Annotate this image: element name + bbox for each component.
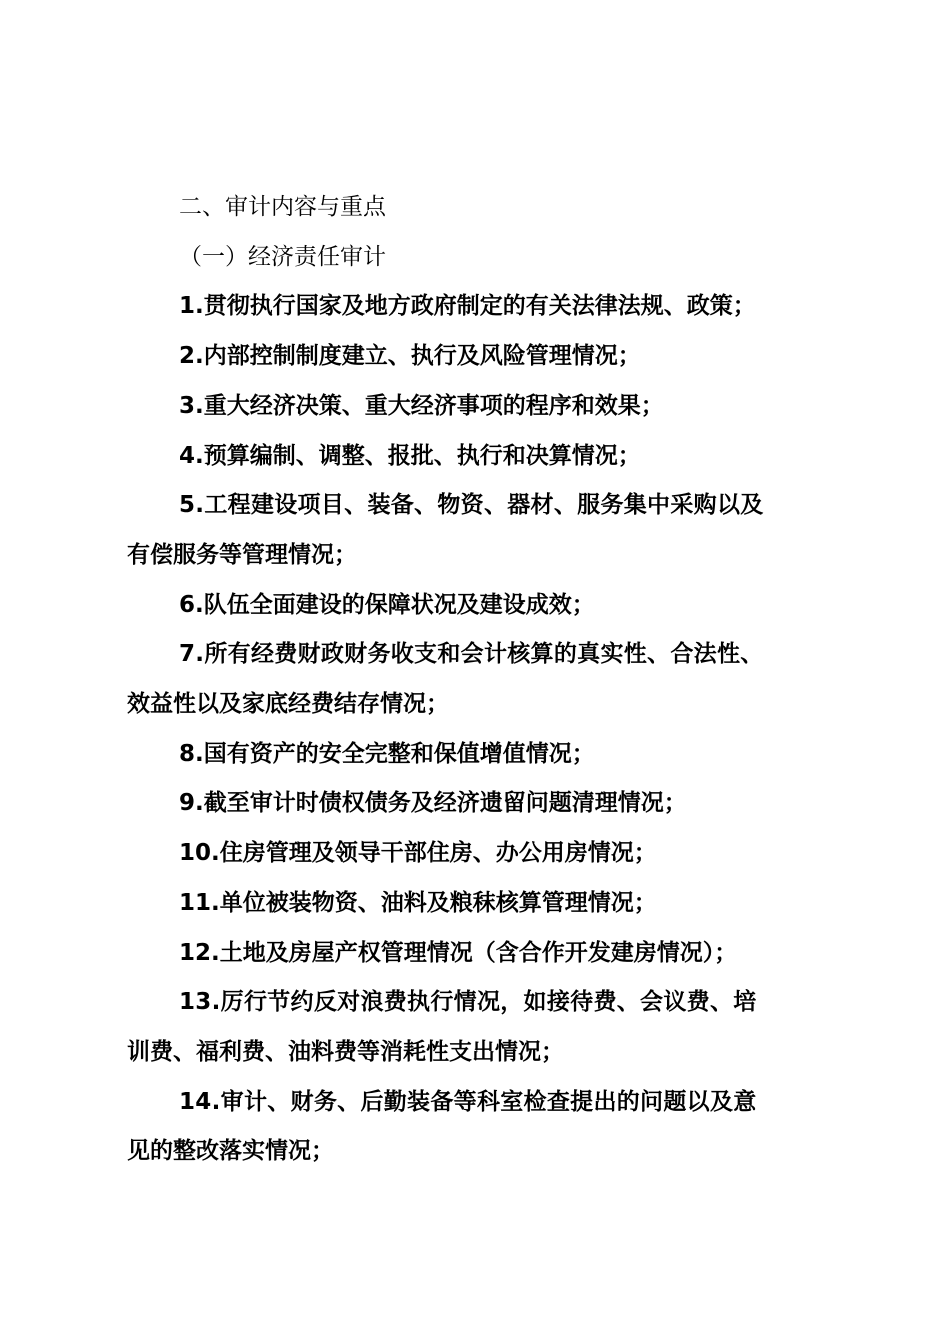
- item-line-continued: 见的整改落实情况；: [127, 1138, 334, 1165]
- item-line: 2.内部控制制度建立、执行及风险管理情况；: [179, 343, 641, 370]
- item-line: 10.住房管理及领导干部住房、办公用房情况；: [179, 840, 657, 867]
- item-5: [127, 481, 835, 580]
- subsection-heading: （一）经济责任审计: [179, 243, 386, 270]
- item-line: 14.审计、财务、后勤装备等科室检查提出的问题以及意: [179, 1088, 757, 1115]
- item-line: 6.队伍全面建设的保障状况及建设成效；: [179, 591, 595, 618]
- item-11: [127, 879, 835, 929]
- item-line: 8.国有资产的安全完整和保值增值情况；: [179, 740, 595, 767]
- item-line: 3.重大经济决策、重大经济事项的程序和效果；: [179, 392, 664, 419]
- item-6: [127, 581, 835, 631]
- item-1: [127, 282, 835, 332]
- item-4: [127, 432, 835, 482]
- item-10: [127, 829, 835, 879]
- item-14: [127, 1078, 835, 1177]
- item-3: [127, 382, 835, 432]
- item-8: [127, 730, 835, 780]
- item-2: [127, 332, 835, 382]
- item-line: 13.厉行节约反对浪费执行情况，如接待费、会议费、培: [179, 989, 757, 1016]
- document-body: [127, 183, 835, 1177]
- item-line: 9.截至审计时债权债务及经济遗留问题清理情况；: [179, 790, 687, 817]
- item-line: 1.贯彻执行国家及地方政府制定的有关法律法规、政策；: [179, 293, 756, 320]
- item-line: 5.工程建设项目、装备、物资、器材、服务集中采购以及: [179, 492, 764, 519]
- item-13: [127, 978, 835, 1077]
- item-7: [127, 630, 835, 729]
- item-line: 4.预算编制、调整、报批、执行和决算情况；: [179, 442, 641, 469]
- item-9: [127, 779, 835, 829]
- item-line-continued: 训费、福利费、油料费等消耗性支出情况；: [127, 1038, 564, 1065]
- item-line: 7.所有经费财政财务收支和会计核算的真实性、合法性、: [179, 641, 764, 668]
- item-line: 12.土地及房屋产权管理情况（含合作开发建房情况）；: [179, 939, 738, 966]
- item-line: 11.单位被装物资、油料及粮秣核算管理情况；: [179, 889, 657, 916]
- item-line-continued: 有偿服务等管理情况；: [127, 541, 357, 568]
- item-line-continued: 效益性以及家底经费结存情况；: [127, 691, 449, 718]
- section-heading: 二、审计内容与重点: [179, 194, 386, 220]
- item-12: [127, 929, 835, 979]
